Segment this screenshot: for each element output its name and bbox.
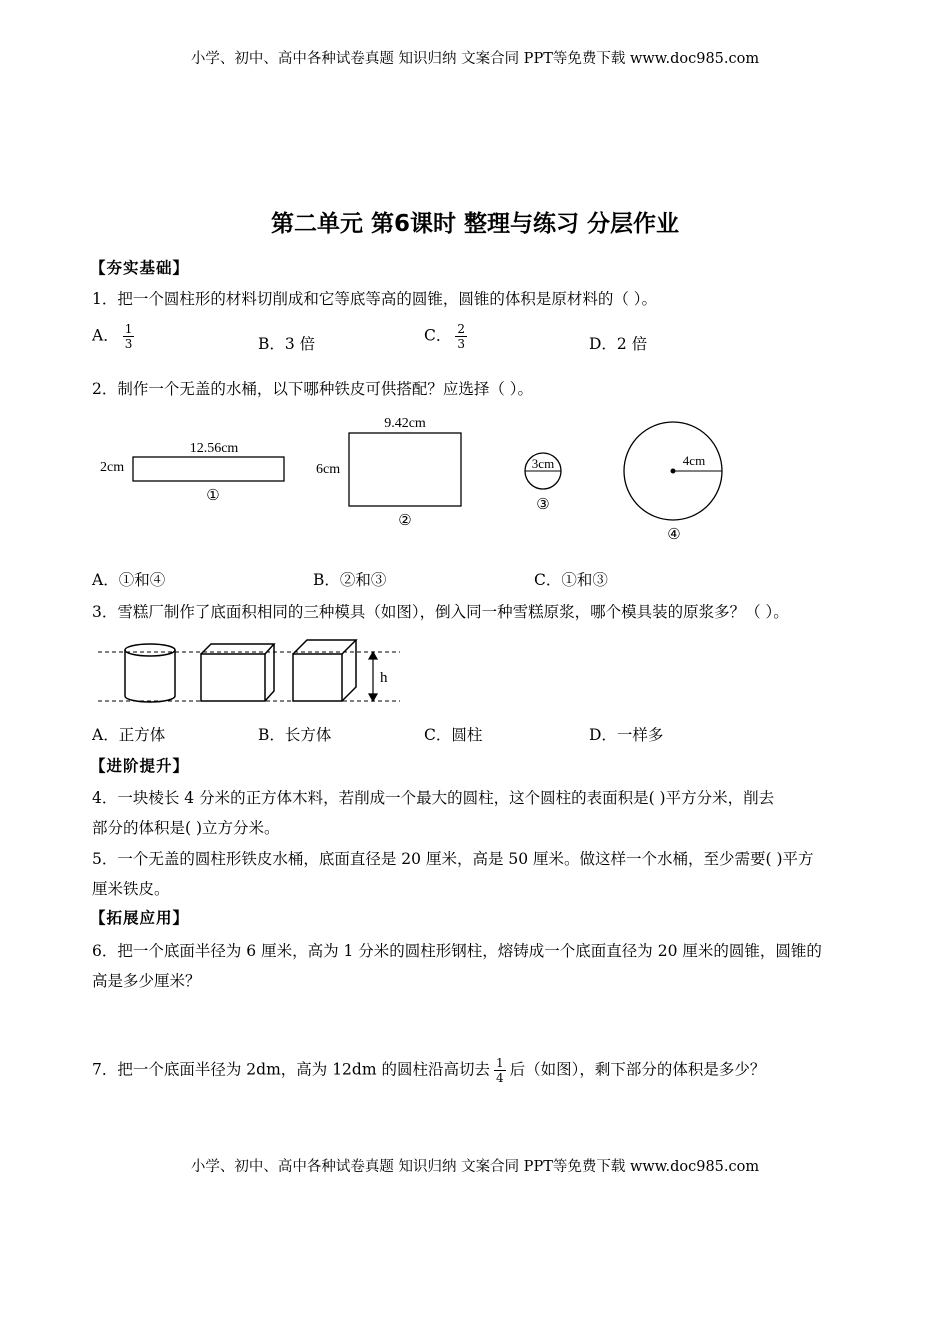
height-arrow [369, 652, 377, 701]
c4-label: 4cm [682, 453, 706, 468]
q3-option-b[interactable]: B．长方体 [258, 726, 332, 744]
question-7 [92, 1056, 765, 1085]
question-1: 1．把一个圆柱形的材料切削成和它等底等高的圆锥，圆锥的体积是原材料的（ ）。 [92, 290, 658, 308]
c3-id: ③ [536, 497, 550, 513]
q3-option-c[interactable]: C．圆柱 [424, 726, 483, 744]
q1-option-a-label: A． [92, 326, 119, 345]
q3-figure [0, 635, 950, 715]
question-5-line-2: 厘米铁皮。 [92, 880, 170, 898]
c3-label: 3cm [531, 456, 555, 471]
question-6-line-2: 高是多少厘米？ [92, 972, 201, 990]
q2-option-c[interactable]: C．①和③ [534, 571, 608, 589]
q3-option-a[interactable]: A．正方体 [92, 726, 166, 744]
r2-id: ② [398, 513, 412, 529]
rectangle-2 [349, 433, 461, 506]
question-2: 2．制作一个无盖的水桶，以下哪种铁皮可供搭配？应选择（ ）。 [92, 380, 534, 398]
height-label: h [380, 670, 388, 686]
section-heading-basic: 【夯实基础】 [90, 258, 190, 277]
q2-option-b[interactable]: B．②和③ [313, 571, 387, 589]
r1-top-label: 12.56cm [189, 441, 239, 456]
r2-top-label: 9.42cm [384, 416, 426, 431]
r1-side-label: 2cm [100, 460, 125, 475]
r2-side-label: 6cm [316, 462, 341, 477]
r1-id: ① [206, 488, 220, 504]
section-heading-advanced: 【进阶提升】 [90, 756, 190, 775]
cuboid-mold [201, 644, 274, 701]
c4-id: ④ [667, 527, 681, 543]
q1-option-b[interactable]: B．3 倍 [258, 335, 316, 353]
q1-option-c-label: C． [424, 326, 452, 345]
q1-option-d[interactable]: D．2 倍 [589, 335, 648, 353]
fraction: $\frac{1}{3}$ [124, 322, 133, 351]
fraction: $\frac{2}{3}$ [457, 322, 466, 351]
cylinder-mold [125, 644, 175, 702]
q2-figure [0, 405, 950, 550]
question-6-line-1: 6．把一个底面半径为 6 厘米，高为 1 分米的圆柱形钢柱，熔铸成一个底面直径为 20 厘米的圆锥，圆锥的 [92, 942, 822, 960]
rectangle-1 [133, 457, 284, 481]
page-header: 小学、初中、高中各种试卷真题 知识归纳 文案合同 PPT等免费下载 www.doc985.com [190, 51, 760, 67]
q1-option-c[interactable] [424, 322, 471, 351]
q2-option-a[interactable]: A．①和④ [92, 571, 166, 589]
q1-option-a[interactable] [92, 322, 138, 351]
page-title: 第二单元 第6课时 整理与练习 分层作业 [270, 211, 680, 237]
q3-option-d[interactable]: D．一样多 [589, 726, 664, 744]
fraction: $\frac{1}{4}$ [495, 1056, 504, 1085]
question-7-post: 后（如图），剩下部分的体积是多少？ [509, 1060, 766, 1079]
question-4-line-2: 部分的体积是( )立方分米。 [92, 819, 280, 837]
question-7-pre: 7．把一个底面半径为 2dm，高为 12dm 的圆柱沿高切去 [92, 1060, 490, 1079]
question-5-line-1: 5．一个无盖的圆柱形铁皮水桶，底面直径是 20 厘米，高是 50 厘米。做这样一个水桶，至少需要( )平方 [92, 850, 814, 868]
cube-mold [293, 640, 356, 701]
page-footer: 小学、初中、高中各种试卷真题 知识归纳 文案合同 PPT等免费下载 www.doc985.com [190, 1159, 760, 1175]
question-4-line-1: 4．一块棱长 4 分米的正方体木料，若削成一个最大的圆柱，这个圆柱的表面积是( )平方分米，削去 [92, 789, 775, 807]
section-heading-extended: 【拓展应用】 [90, 908, 190, 927]
question-3: 3．雪糕厂制作了底面积相同的三种模具（如图），倒入同一种雪糕原浆，哪个模具装的原浆多？（ ）。 [92, 603, 789, 621]
